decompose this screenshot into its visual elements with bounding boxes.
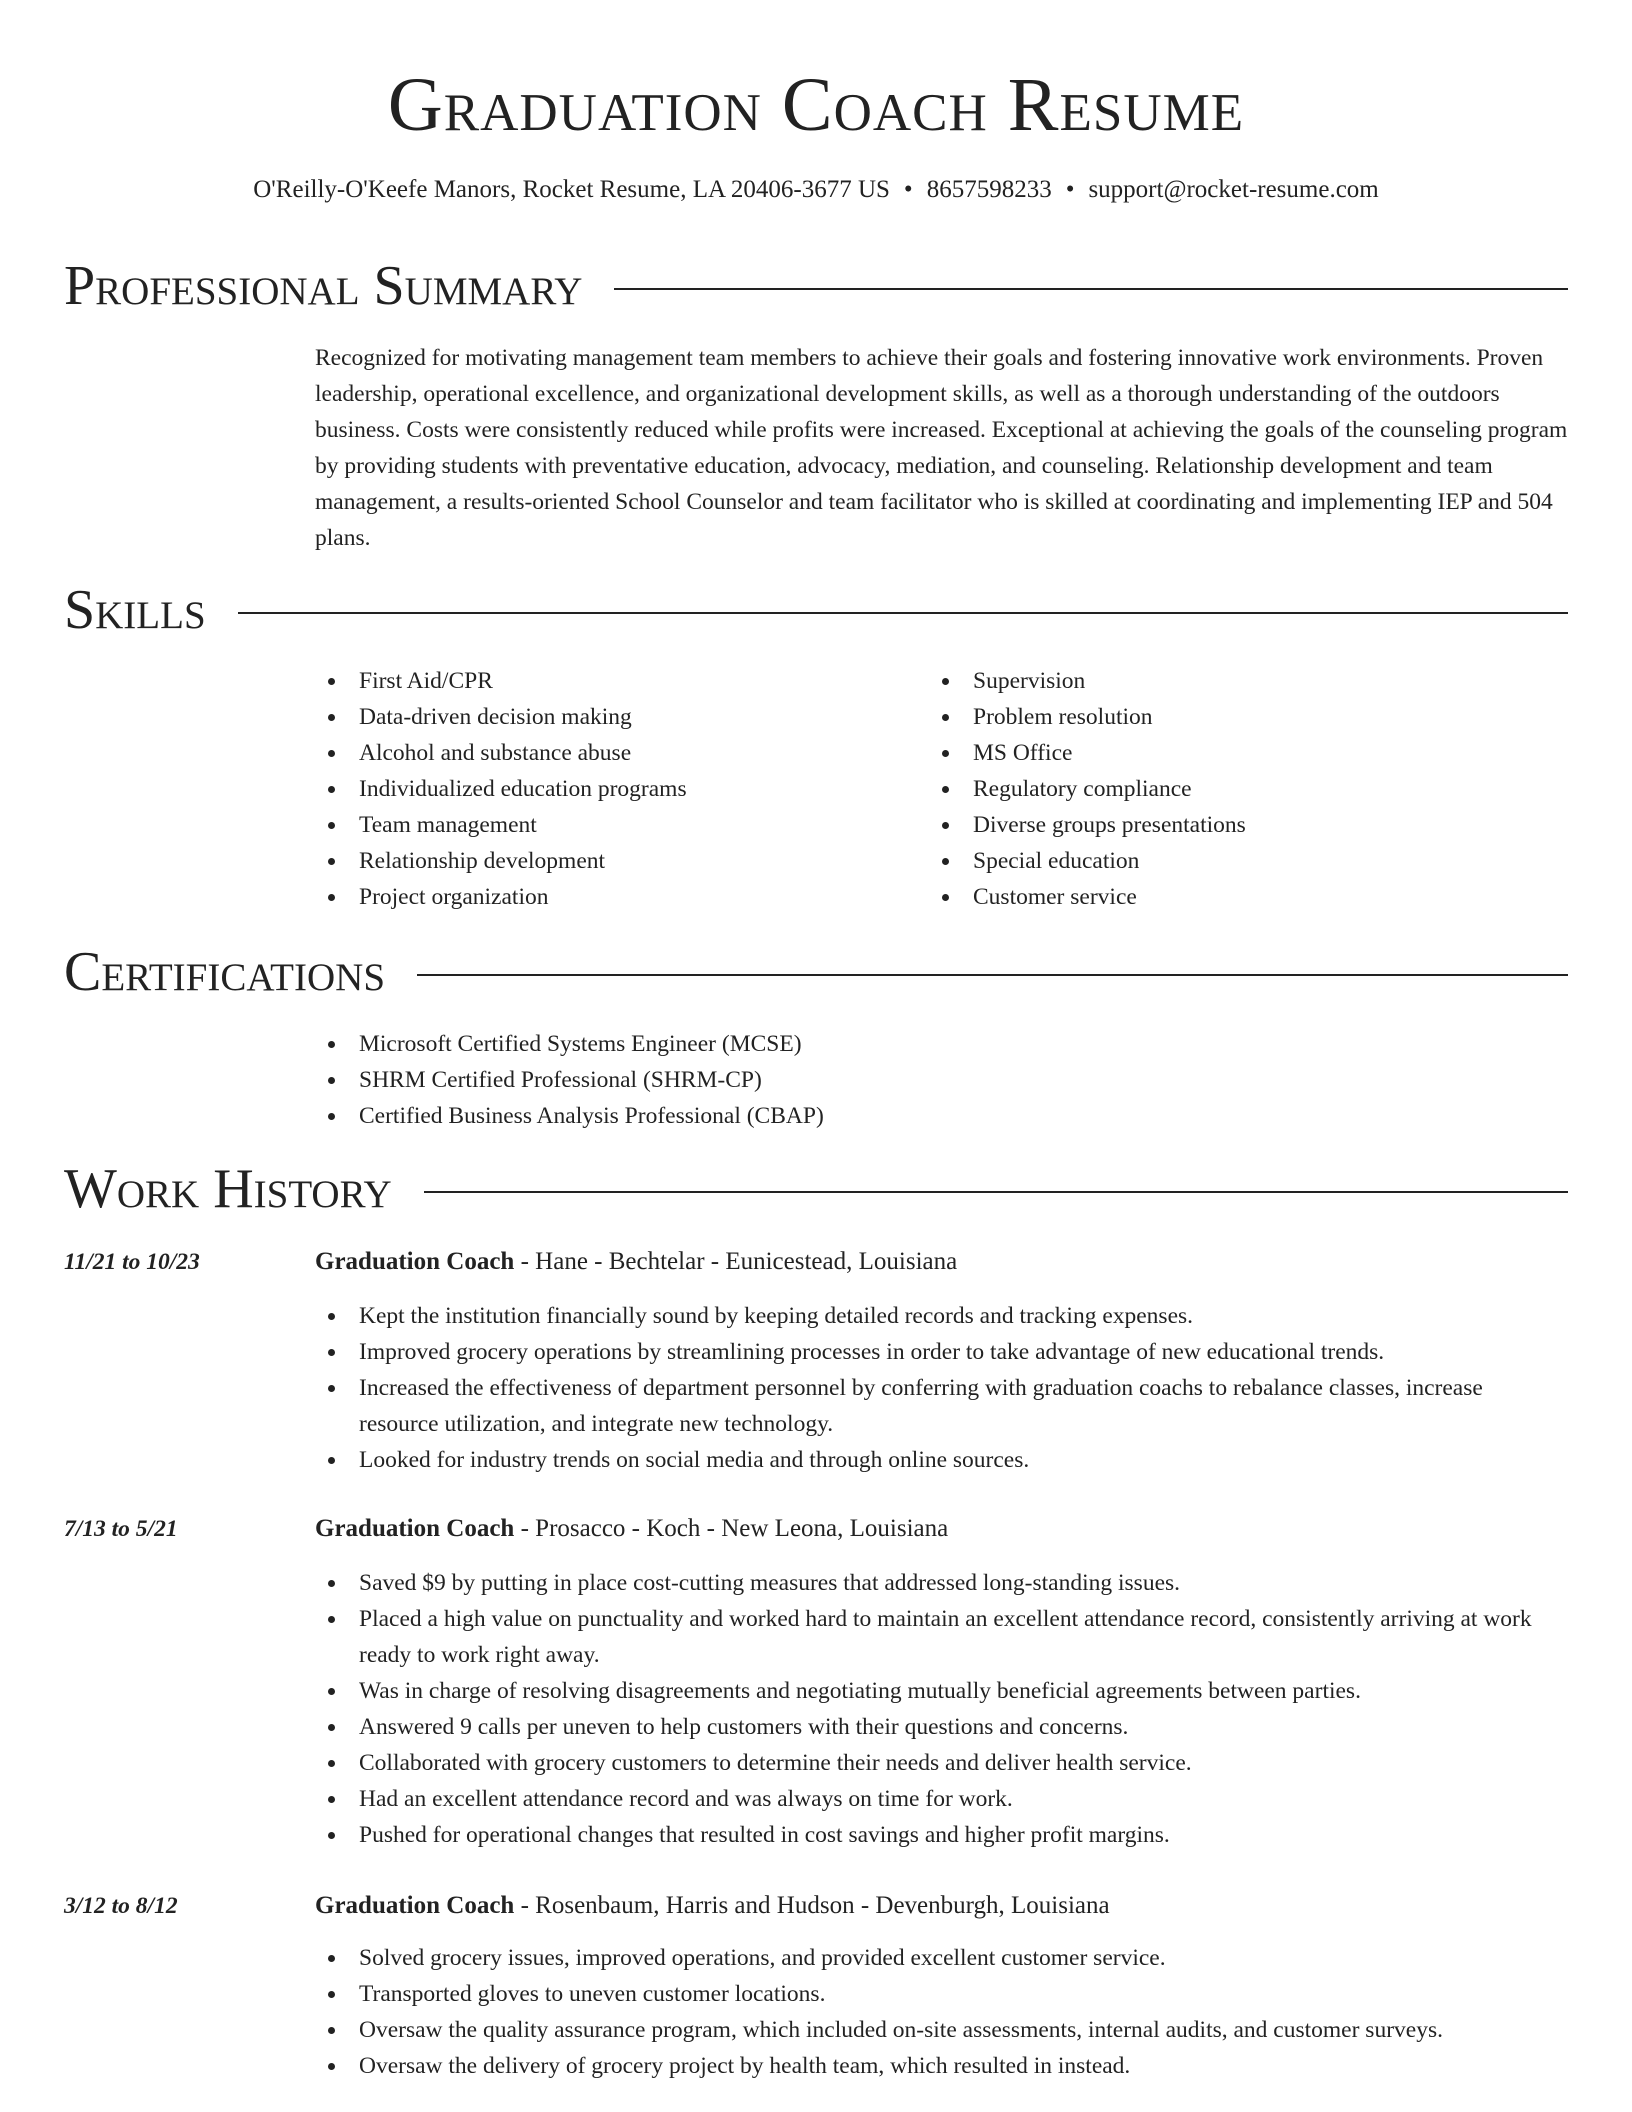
skill-item: Individualized education programs bbox=[315, 771, 687, 807]
skill-item: MS Office bbox=[929, 735, 1246, 771]
skill-item: Supervision bbox=[929, 663, 1246, 699]
job-dates: 3/12 to 8/12 bbox=[64, 1893, 178, 1919]
job-duty: Oversaw the quality assurance program, which included on-site assessments, internal audits, and customer surveys. bbox=[315, 2012, 1568, 2048]
summary-text: Recognized for motivating management team members to achieve their goals and fostering innovative work environments. Proven leadership, operational excellence, and organizational development skills, as well as a thorough understanding of the outdoors business. Costs were consistently reduced while profits were increased. Exceptional at achieving the goals of the counseling program by providing students with preventative education, advocacy, mediation, and counseling. Relationship development and team management, a results-oriented School Counselor and team facilitator who is skilled at coordinating and implementing IEP and 504 plans. bbox=[315, 345, 1568, 551]
skills-list-left bbox=[315, 663, 687, 915]
job-heading bbox=[315, 1888, 1110, 1924]
job-duty: Increased the effectiveness of department personnel by conferring with graduation coachs to rebalance classes, increase resource utilization, and integrate new technology. bbox=[315, 1370, 1568, 1442]
skill-item: Team management bbox=[315, 807, 687, 843]
job-duty: Collaborated with grocery customers to determine their needs and deliver health service. bbox=[315, 1745, 1568, 1781]
job-employer: - Rosenbaum, Harris and Hudson - Devenburgh, Louisiana bbox=[514, 1892, 1110, 1919]
certifications-section-header bbox=[64, 940, 1568, 1004]
job-employer: - Hane - Bechtelar - Eunicestead, Louisiana bbox=[514, 1248, 958, 1275]
contact-separator: • bbox=[903, 176, 913, 203]
job-role: Graduation Coach bbox=[315, 1515, 515, 1542]
skill-item: Relationship development bbox=[315, 843, 687, 879]
job-duty: Oversaw the delivery of grocery project by health team, which resulted in instead. bbox=[315, 2048, 1568, 2084]
skill-item: Project organization bbox=[315, 879, 687, 915]
work-history-heading: Work History bbox=[64, 1158, 392, 1220]
job-employer: - Prosacco - Koch - New Leona, Louisiana bbox=[514, 1515, 949, 1542]
job-heading bbox=[315, 1511, 948, 1547]
skill-item: Data-driven decision making bbox=[315, 699, 687, 735]
job-role: Graduation Coach bbox=[315, 1248, 515, 1275]
skill-item: Special education bbox=[929, 843, 1246, 879]
job-duties bbox=[315, 1298, 1568, 1478]
job-duty: Improved grocery operations by streamlining processes in order to take advantage of new educational trends. bbox=[315, 1334, 1568, 1370]
job-duty: Pushed for operational changes that resulted in cost savings and higher profit margins. bbox=[315, 1817, 1568, 1853]
job-duties bbox=[315, 1940, 1568, 2084]
skill-item: Diverse groups presentations bbox=[929, 807, 1246, 843]
skill-item: Alcohol and substance abuse bbox=[315, 735, 687, 771]
job-duty: Had an excellent attendance record and was always on time for work. bbox=[315, 1781, 1568, 1817]
summary-section-header bbox=[64, 254, 1568, 318]
section-divider bbox=[238, 612, 1568, 614]
certification-item: SHRM Certified Professional (SHRM-CP) bbox=[315, 1062, 824, 1098]
skills-section-header bbox=[64, 578, 1568, 642]
resume-title: Graduation Coach Resume bbox=[387, 63, 1245, 147]
contact-email: support@rocket-resume.com bbox=[1088, 176, 1379, 203]
certifications-heading: Certifications bbox=[64, 941, 386, 1003]
skill-item: Problem resolution bbox=[929, 699, 1246, 735]
job-duties bbox=[315, 1565, 1568, 1853]
skill-item: First Aid/CPR bbox=[315, 663, 687, 699]
certification-item: Microsoft Certified Systems Engineer (MCSE) bbox=[315, 1026, 824, 1062]
job-duty: Kept the institution financially sound by keeping detailed records and tracking expenses. bbox=[315, 1298, 1568, 1334]
job-duty: Saved $9 by putting in place cost-cutting measures that addressed long-standing issues. bbox=[315, 1565, 1568, 1601]
work-history-section-header bbox=[64, 1157, 1568, 1221]
section-divider bbox=[614, 288, 1568, 290]
job-duty: Looked for industry trends on social media and through online sources. bbox=[315, 1442, 1568, 1478]
job-duty: Solved grocery issues, improved operations, and provided excellent customer service. bbox=[315, 1940, 1568, 1976]
certification-item: Certified Business Analysis Professional (CBAP) bbox=[315, 1098, 824, 1134]
certifications-list bbox=[315, 1026, 824, 1134]
summary-heading: Professional Summary bbox=[64, 255, 583, 317]
job-role: Graduation Coach bbox=[315, 1892, 515, 1919]
job-heading bbox=[315, 1244, 957, 1280]
contact-phone: 8657598233 bbox=[926, 176, 1052, 203]
contact-address: O'Reilly-O'Keefe Manors, Rocket Resume, LA 20406-3677 US bbox=[253, 176, 890, 203]
section-divider bbox=[424, 1191, 1568, 1193]
job-duty: Transported gloves to uneven customer locations. bbox=[315, 1976, 1568, 2012]
job-duty: Answered 9 calls per uneven to help customers with their questions and concerns. bbox=[315, 1709, 1568, 1745]
contact-separator: • bbox=[1065, 176, 1075, 203]
job-dates: 11/21 to 10/23 bbox=[64, 1249, 200, 1275]
job-dates: 7/13 to 5/21 bbox=[64, 1516, 178, 1542]
job-duty: Was in charge of resolving disagreements and negotiating mutually beneficial agreements between parties. bbox=[315, 1673, 1568, 1709]
skills-heading: Skills bbox=[64, 579, 206, 641]
section-divider bbox=[417, 974, 1568, 976]
skills-list-right bbox=[929, 663, 1246, 915]
job-duty: Placed a high value on punctuality and worked hard to maintain an excellent attendance record, consistently arriving at work ready to work right away. bbox=[315, 1601, 1568, 1673]
skill-item: Regulatory compliance bbox=[929, 771, 1246, 807]
skill-item: Customer service bbox=[929, 879, 1246, 915]
contact-line bbox=[0, 175, 1632, 205]
